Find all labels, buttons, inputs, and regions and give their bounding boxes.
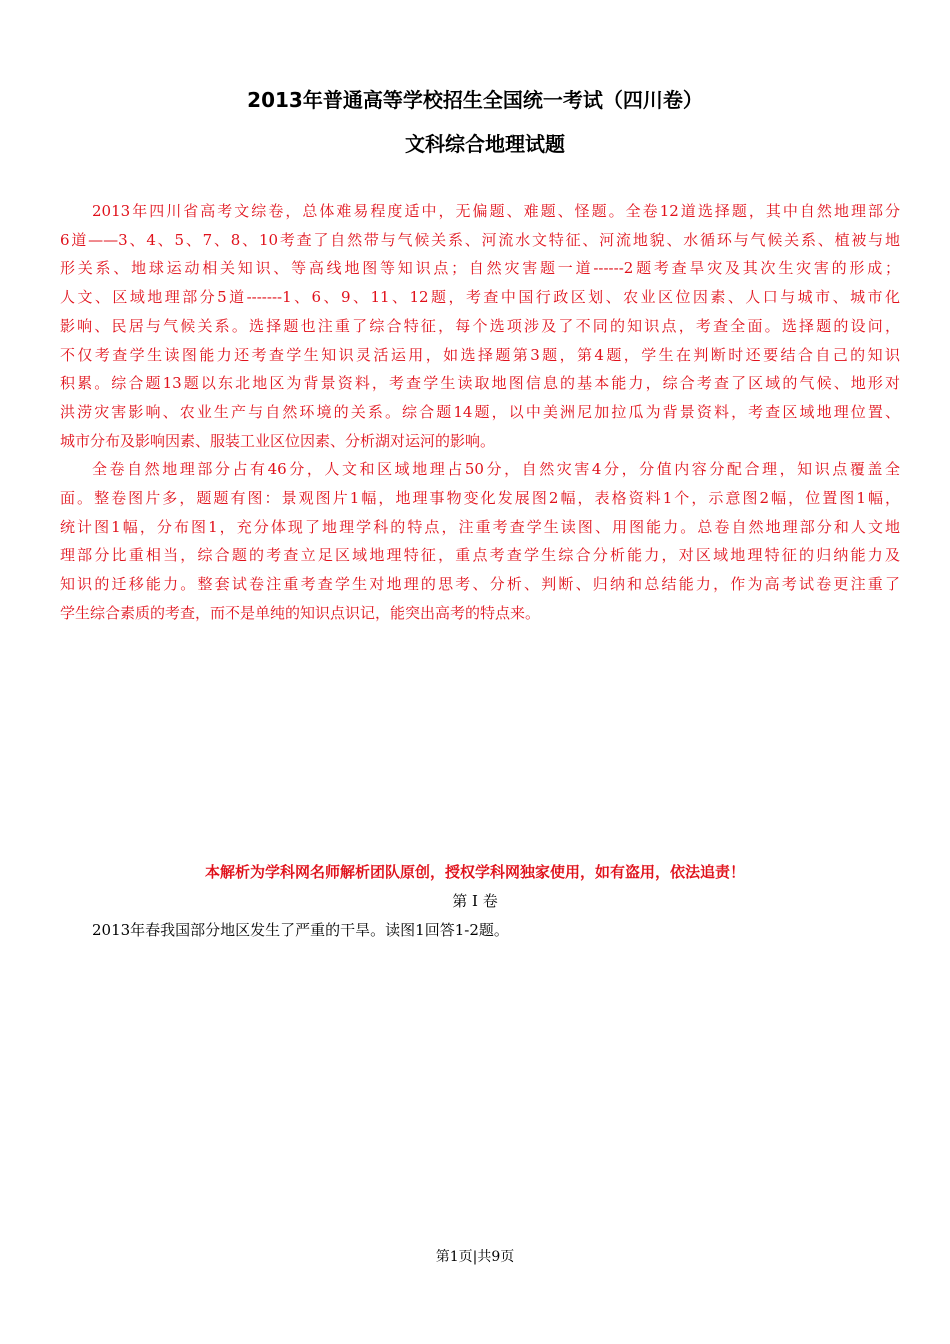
- analysis-line: 2013年四川省高考文综卷，总体难易程度适中，无偏题、难题、怪题。全卷12道选择题，其中自然地理部分: [92, 202, 900, 220]
- analysis-line: 影响、民居与气候关系。选择题也注重了综合特征，每个选项涉及了不同的知识点，考查全面。选择题的设问，: [60, 316, 900, 335]
- analysis-line: 形关系、地球运动相关知识、等高线地图等知识点；自然灾害题一道------2题考查旱灾及其次生灾害的形成；: [60, 259, 900, 278]
- analysis-line: 不仅考查学生读图能力还考查学生知识灵活运用，如选择题第3题，第4题，学生在判断时还要结合自己的知识: [60, 345, 900, 364]
- analysis-line: 统计图1幅，分布图1，充分体现了地理学科的特点，注重考查学生读图、用图能力。总卷自然地理部分和人文地: [60, 517, 900, 536]
- analysis-line: 面。整卷图片多，题题有图：景观图片1幅，地理事物变化发展图2幅，表格资料1个，示意图2幅，位置图1幅，: [60, 489, 900, 507]
- analysis-line: 积累。综合题13题以东北地区为背景资料，考查学生读取地图信息的基本能力，综合考查了区域的气候、地形对: [60, 374, 900, 393]
- analysis-line: 洪涝灾害影响、农业生产与自然环境的关系。综合题14题，以中美洲尼加拉瓜为背景资料，考查区域地理位置、: [60, 402, 900, 421]
- analysis-line: 全卷自然地理部分占有46分，人文和区域地理占50分，自然灾害4分，分值内容分配合理，知识点覆盖全: [92, 460, 900, 479]
- section-heading: 第 I 卷: [452, 892, 498, 910]
- document-title: 2013年普通高等学校招生全国统一考试（四川卷）: [247, 88, 703, 112]
- analysis-line: 理部分比重相当，综合题的考查立足区域地理特征，重点考查学生综合分析能力，对区域地理特征的归纳能力及: [60, 546, 900, 565]
- analysis-line: 知识的迁移能力。整套试卷注重考查学生对地理的思考、分析、判断、归纳和总结能力，作为高考试卷更注重了: [60, 575, 900, 594]
- question-intro: 2013年春我国部分地区发生了严重的干旱。读图1回答1-2题。: [92, 921, 509, 939]
- analysis-line: 6道——3、4、5、7、8、10考查了自然带与气候关系、河流水文特征、河流地貌、水循环与气候关系、植被与地: [60, 230, 900, 249]
- analysis-line: 人文、区域地理部分5道-------1、6、9、11、12题，考查中国行政区划、农业区位因素、人口与城市、城市化: [60, 288, 900, 307]
- document-subtitle: 文科综合地理试题: [405, 132, 565, 156]
- copyright-notice: 本解析为学科网名师解析团队原创，授权学科网独家使用，如有盗用，依法追责！: [204, 863, 745, 881]
- analysis-line: 城市分布及影响因素、服装工业区位因素、分析湖对运河的影响。: [60, 431, 496, 450]
- analysis-line: 学生综合素质的考查，而不是单纯的知识点识记，能突出高考的特点来。: [60, 603, 541, 622]
- page-footer: 第1页|共9页: [435, 1249, 515, 1265]
